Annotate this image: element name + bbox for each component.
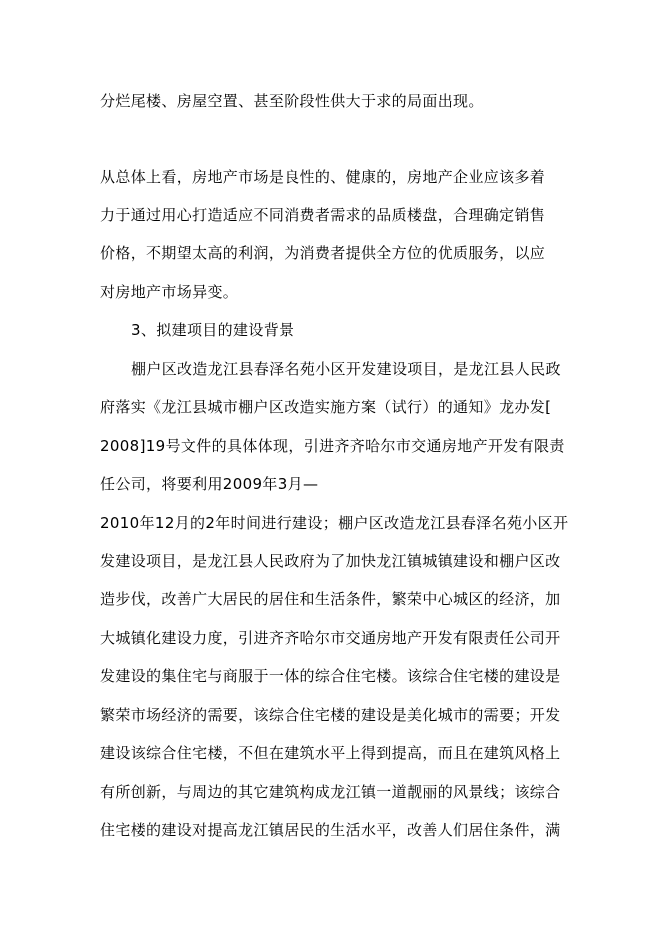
text-line: 力于通过用心打造适应不同消费者需求的品质楼盘，合理确定销售 bbox=[100, 206, 546, 224]
text-line: 对房地产市场异变。 bbox=[100, 283, 239, 301]
text-line: 发建设项目，是龙江县人民政府为了加快龙江镇城镇建设和棚户区改 bbox=[100, 552, 561, 570]
section-heading: 3、拟建项目的建设背景 bbox=[131, 321, 295, 339]
text-line: 造步伐，改善广大居民的居住和生活条件，繁荣中心城区的经济，加 bbox=[100, 590, 561, 608]
text-line: 任公司，将要利用2009年3月— bbox=[100, 475, 319, 493]
text-line: 从总体上看，房地产市场是良性的、健康的，房地产企业应该多着 bbox=[100, 168, 546, 186]
text-line: 住宅楼的建设对提高龙江镇居民的生活水平，改善人们居住条件，满 bbox=[100, 821, 561, 839]
text-line: 2010年12月的2年时间进行建设；棚户区改造龙江县春泽名苑小区开 bbox=[100, 514, 569, 532]
text-line: 有所创新，与周边的其它建筑构成龙江镇一道靓丽的风景线；该综合 bbox=[100, 783, 561, 801]
text-line: 发建设的集住宅与商服于一体的综合住宅楼。该综合住宅楼的建设是 bbox=[100, 667, 561, 685]
text-line: 府落实《龙江县城市棚户区改造实施方案（试行）的通知》龙办发[ bbox=[100, 398, 552, 416]
text-line: 价格，不期望太高的利润，为消费者提供全方位的优质服务，以应 bbox=[100, 244, 546, 262]
text-line: 分烂尾楼、房屋空置、甚至阶段性供大于求的局面出现。 bbox=[100, 92, 484, 110]
text-line: 大城镇化建设力度，引进齐齐哈尔市交通房地产开发有限责任公司开 bbox=[100, 629, 561, 647]
text-line: 2008]19号文件的具体体现，引进齐齐哈尔市交通房地产开发有限责 bbox=[100, 437, 565, 455]
text-line: 建设该综合住宅楼，不但在建筑水平上得到提高，而且在建筑风格上 bbox=[100, 744, 561, 762]
text-line: 繁荣市场经济的需要，该综合住宅楼的建设是美化城市的需要；开发 bbox=[100, 706, 561, 724]
text-line: 棚户区改造龙江县春泽名苑小区开发建设项目，是龙江县人民政 bbox=[131, 360, 561, 378]
